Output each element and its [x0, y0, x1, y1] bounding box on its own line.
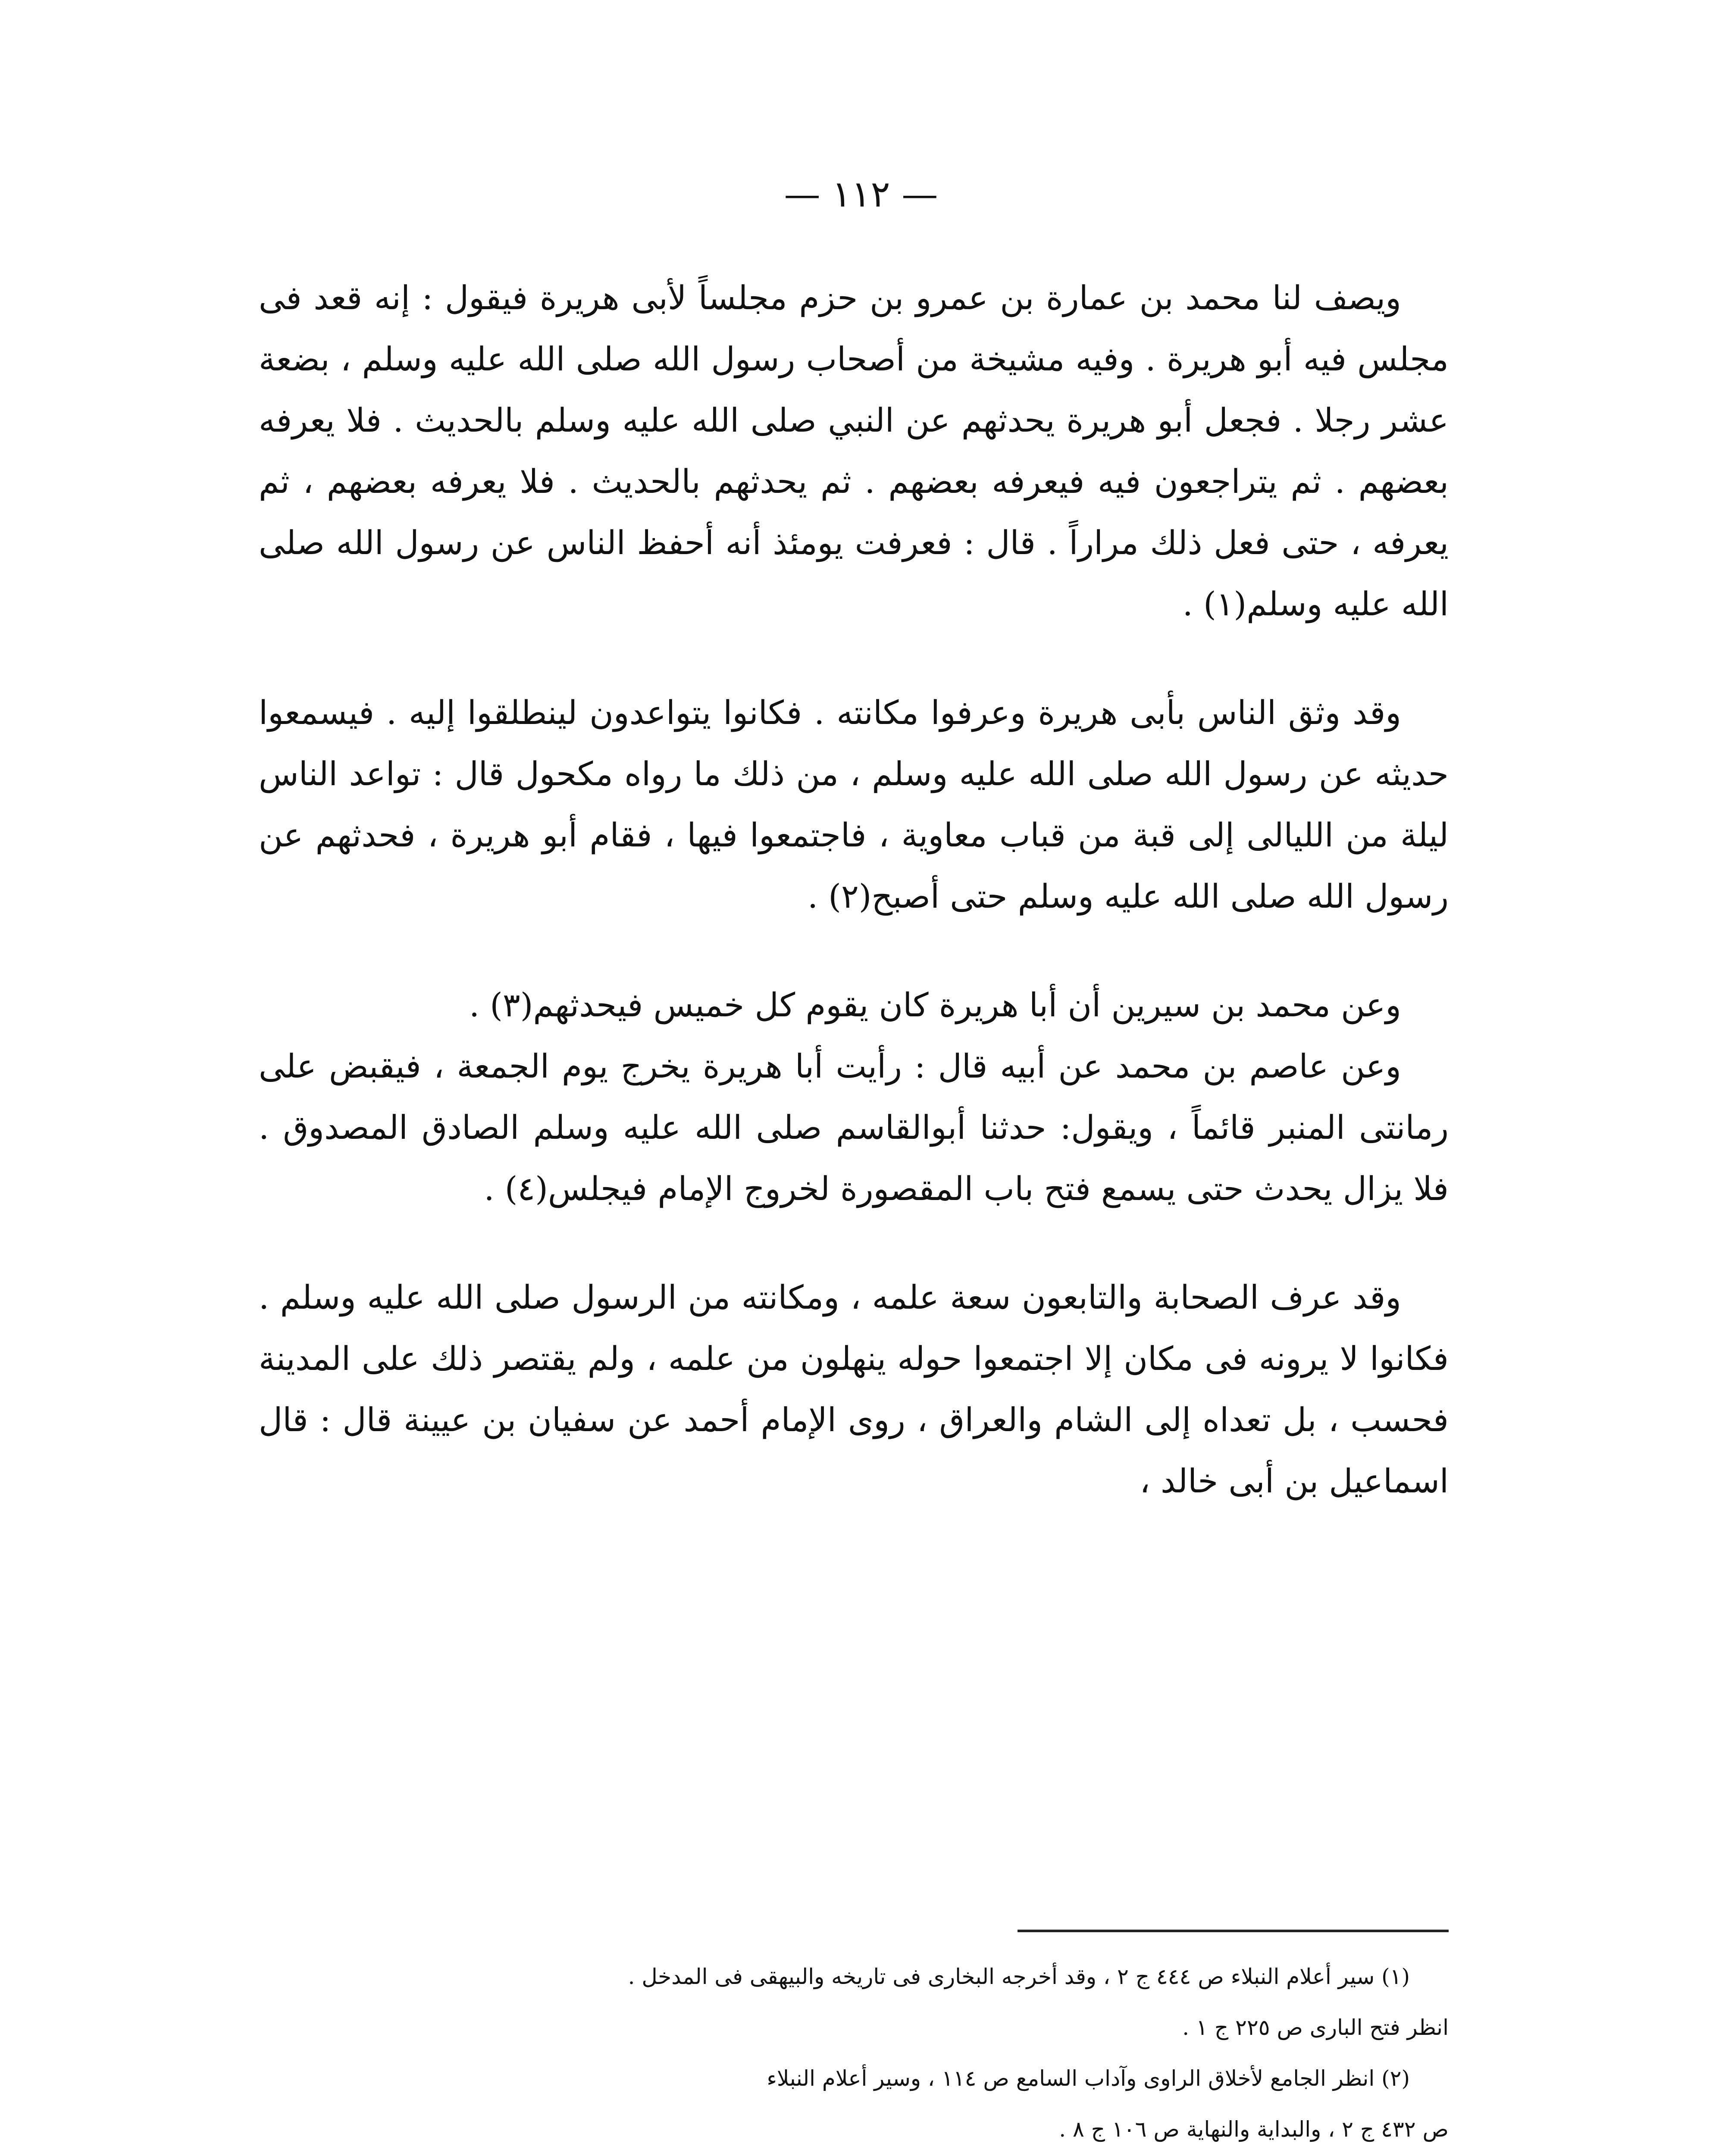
paragraph-asim: وعن عاصم بن محمد عن أبيه قال : رأيت أبا هريرة يخرج يوم الجمعة ، فيقبض على رمانتى المنبر قائماً ، ويقول: حدثنا أبوالقاسم صلى الله عليه وسلم الصادق المصدوق . فلا يزال يحدث حتى يسمع فتح باب المقصورة لخروج الإمام فيجلس(٤) . — [259, 1047, 1449, 1208]
paragraph-companions-knowledge: وقد عرف الصحابة والتابعون سعة علمه ، ومكانته من الرسول صلى الله عليه وسلم . فكانوا لا يرونه فى مكان إلا اجتمعوا حوله ينهلون من علمه ، ولم يقتصر ذلك على المدينة فحسب ، بل تعداه إلى الشام والعراق ، روى الإمام أحمد عن سفيان بن عيينة قال : قال اسماعيل بن أبى خالد ، — [259, 1278, 1449, 1500]
paragraph-majlis-description: ويصف لنا محمد بن عمارة بن عمرو بن حزم مجلساً لأبى هريرة فيقول : إنه قعد فى مجلس فيه أبو هريرة . وفيه مشيخة من أصحاب رسول الله صلى الله عليه وسلم ، بضعة عشر رجلا . فجعل أبو هريرة يحدثهم عن النبي صلى الله عليه وسلم بالحديث . فلا يعرفه بعضهم . ثم يتراجعون فيه فيعرفه بعضهم . ثم يحدثهم بالحديث . فلا يعرفه بعضهم ، ثم يعرفه ، حتى فعل ذلك مراراً . قال : فعرفت يومئذ أنه أحفظ الناس عن رسول الله صلى الله عليه وسلم(١) . — [259, 279, 1449, 623]
paragraph-ibn-sirin: وعن محمد بن سيرين أن أبا هريرة كان يقوم كل خميس فيحدثهم(٣) . — [469, 986, 1401, 1024]
footnote-1-continuation: انظر فتح البارى ص ٢٢٥ ج ١ . — [1182, 2015, 1449, 2040]
footnotes — [259, 1951, 1449, 2156]
footnote-divider — [1018, 1930, 1449, 1932]
paragraph-people-trust: وقد وثق الناس بأبى هريرة وعرفوا مكانته . فكانوا يتواعدون لينطلقوا إليه . فيسمعوا حديثه عن رسول الله صلى الله عليه وسلم ، من ذلك ما رواه مكحول قال : تواعد الناس ليلة من الليالى إلى قبة من قباب معاوية ، فاجتمعوا فيها ، فقام أبو هريرة ، فحدثهم عن رسول الله صلى الله عليه وسلم حتى أصبح(٢) . — [259, 693, 1449, 915]
footnote-2-continuation: ص ٤٣٢ ج ٢ ، والبداية والنهاية ص ١٠٦ ج ٨ . — [1059, 2117, 1449, 2142]
footnote-2: (٢) انظر الجامع لأخلاق الراوى وآداب السامع ص ١١٤ ، وسير أعلام النبلاء — [767, 2066, 1410, 2091]
page-number: — ١١٢ — — [784, 173, 938, 215]
footnote-1: (١) سير أعلام النبلاء ص ٤٤٤ ج ٢ ، وقد أخرجه البخارى فى تاريخه والبيهقى فى المدخل . — [628, 1964, 1410, 1989]
main-text — [259, 267, 1449, 1512]
